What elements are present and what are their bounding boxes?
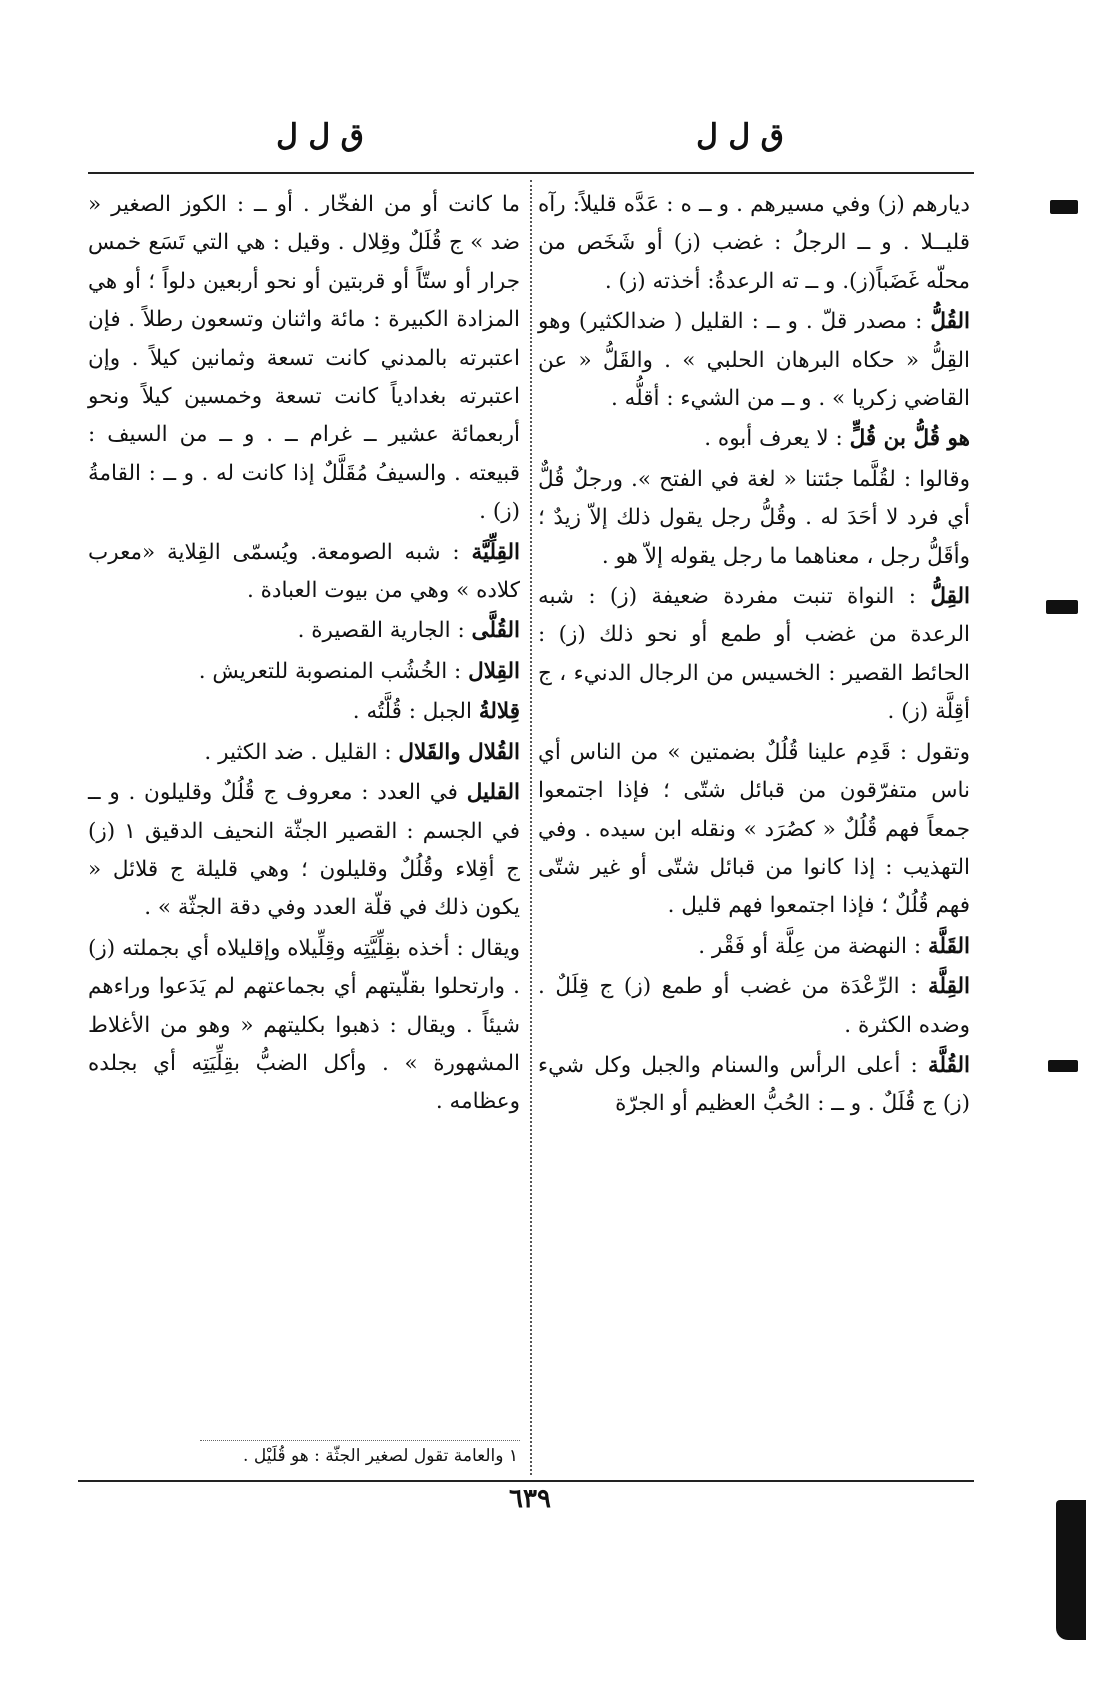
entry-text: : النهضة من عِلَّة أو فَقْر . bbox=[698, 933, 922, 959]
entry-headword: القِلَّة bbox=[927, 974, 970, 1000]
margin-ink-mark bbox=[1046, 600, 1078, 614]
dictionary-entry bbox=[88, 693, 520, 731]
entry-text: الجبل : قُلَّتُه . bbox=[352, 699, 472, 725]
entry-text: : الرِّعْدَة من غضب أو طمع (ز) ج قِلَلٌ . وضده الكثرة . bbox=[538, 974, 970, 1038]
page-edge-shadow bbox=[1056, 1500, 1086, 1640]
entry-text: وقالوا : لقُلَّما جئتنا « لغة في الفتح ». ورجلٌ قُلٌّ أي فرد لا أحَدَ له . وقُلُّ رجل يقول ذلك إلاّ زيدٌ ؛ وأقَلُّ رجل ، معناهما ما رجل يقوله إلاّ هو . bbox=[538, 466, 970, 569]
entry-text: ويقال : أخذه بقِلِّيَّتِه وقِلِّيلاه وإقليلاه أي بجملته (ز) . وارتحلوا بقلّيتهم أي بجماعتهم لم يَدَعوا وراءهم شيئاً . ويقال : ذهبوا بكليتهم « وهو من الأغلاط المشهورة » . وأكل الضبُّ بقِلِّيَتِه أي بجلده وعظامه . bbox=[88, 935, 520, 1115]
dictionary-entry bbox=[88, 186, 520, 532]
entry-text: : أعلى الرأس والسنام والجبل وكل شيء (ز) ج قُلَلٌ . و ــ : الحُبُّ العظيم أو الجرّة bbox=[538, 1052, 970, 1117]
entry-headword: القُلُّ bbox=[930, 309, 970, 335]
entry-text: ما كانت أو من الفخّار . أو ــ : الكوز الصغير « ضد » ج قُلَلٌ وقِلال . وقيل : هي التي تَسَع خمس جرار أو ستّاً أو قربتين أو نحو أربعين دلواً ؛ أو هي المزادة الكبيرة : مائة واثنان وتسعون رطلاً . فإن اعتبرته بالمدني كانت تسعة وثمانين كيلاً . وإن اعتبرته بغدادياً كانت تسعة وخمسين كيلاً ونحو أربعمائة عشير ــ غرام ــ . و ــ من السيف : قبيعته . والسيفُ مُقَلَّلٌ إذا كانت له . و ــ : القامةُ (ز) . bbox=[88, 192, 520, 525]
entry-text: : مصدر قلّ . و ــ : القليل ( ضدالكثير) وهو القِلُّ « حكاه البرهان الحلبي » . والقَلُّ « عن القاضي زكريا » . و ــ من الشيء : أقلُّه . bbox=[538, 309, 970, 412]
footnote-rule bbox=[200, 1440, 520, 1441]
entry-text: : الخُشُب المنصوبة للتعريش . bbox=[198, 658, 462, 684]
dictionary-entry bbox=[538, 420, 970, 458]
entry-text: : شبه الصومعة. ويُسمّى القِلاية «معرب كلاده » وهي من بيوت العبادة . bbox=[88, 539, 520, 604]
dictionary-entry bbox=[538, 303, 970, 418]
dictionary-entry bbox=[88, 612, 520, 650]
entry-headword: القُلَّى bbox=[471, 618, 520, 644]
entry-text: : لا يعرف أبوه . bbox=[704, 426, 843, 452]
dictionary-entry bbox=[88, 734, 520, 772]
right-column bbox=[538, 186, 970, 1126]
bottom-rule bbox=[78, 1480, 974, 1482]
dictionary-entry bbox=[538, 461, 970, 576]
entry-text: في العدد : معروف ج قُلُلٌ وقليلون . و ــ في الجسم : القصير الجثّة النحيف الدقيق ١ (ز) ج أقِلاء وقُلُلٌ وقليلون ؛ وهي قليلة ج قلائل « يكون ذلك في قلّة العدد وفي دقة الجثّة » . bbox=[88, 780, 521, 921]
entry-headword: القِلُّ bbox=[930, 584, 970, 610]
running-head-right: ق ل ل bbox=[696, 118, 784, 153]
page-number: ٦٣٩ bbox=[509, 1484, 551, 1514]
dictionary-entry bbox=[88, 774, 520, 928]
dictionary-entry bbox=[538, 186, 970, 301]
dictionary-entry bbox=[538, 968, 970, 1045]
dictionary-entry bbox=[538, 578, 970, 732]
dictionary-entry bbox=[88, 534, 520, 611]
dictionary-entry bbox=[538, 734, 970, 926]
dictionary-entry bbox=[538, 1047, 970, 1124]
entry-headword: القَلَّة bbox=[927, 933, 970, 959]
running-head-left: ق ل ل bbox=[276, 118, 364, 153]
entry-headword: القُلال والقَلال bbox=[398, 739, 520, 765]
entry-headword: قِلالةُ bbox=[478, 699, 520, 725]
entry-headword: القِلِّيَّة bbox=[471, 539, 520, 565]
entry-headword: القُلَّة bbox=[927, 1052, 970, 1078]
entry-text: : القليل . ضد الكثير . bbox=[204, 739, 392, 765]
entry-text: ديارهم (ز) وفي مسيرهم . و ــ ه : عَدَّه قليلاً: رآه قليــلا . و ــ الرجلُ : غضب (ز) أو شَخَص من محلّه غَضَباً(ز). و ــ ته الرعدةُ: أخذته (ز) . bbox=[538, 192, 970, 294]
entry-text: : الجارية القصيرة . bbox=[297, 618, 465, 644]
footnote: ١ والعامة تقول لصغير الجثّة : هو قُلَيْل . bbox=[243, 1446, 518, 1466]
entry-text: : النواة تنبت مفردة ضعيفة (ز) : شبه الرعدة من غضب أو طمع أو نحو ذلك (ز) : الحائط القصير : الخسيس من الرجال الدنيء ، ج أقِلَّة (ز) . bbox=[538, 584, 970, 725]
entry-headword: القِلال bbox=[468, 658, 520, 684]
top-rule bbox=[88, 172, 974, 174]
margin-ink-mark bbox=[1048, 1060, 1078, 1072]
margin-ink-mark bbox=[1050, 200, 1078, 214]
entry-headword: القليل bbox=[466, 780, 520, 806]
entry-headword: هو قُلُّ بن قُلٍّ bbox=[849, 426, 970, 452]
dictionary-entry bbox=[88, 930, 520, 1122]
entry-text: وتقول : قَدِم علينا قُلُلٌ بضمتين » من الناس أي ناس متفرّقون من قبائل شتّى ؛ فإذا اجتمعوا جمعاً فهم قُلُلٌ « كصُرَد » ونقله ابن سيده . وفي التهذيب : إذا كانوا من قبائل شتّى أو غير شتّى فهم قُلُلٌ ؛ فإذا اجتمعوا فهم قليل . bbox=[538, 739, 970, 919]
column-divider bbox=[530, 180, 532, 1475]
dictionary-entry bbox=[538, 928, 970, 966]
dictionary-entry bbox=[88, 653, 520, 691]
left-column bbox=[88, 186, 520, 1124]
